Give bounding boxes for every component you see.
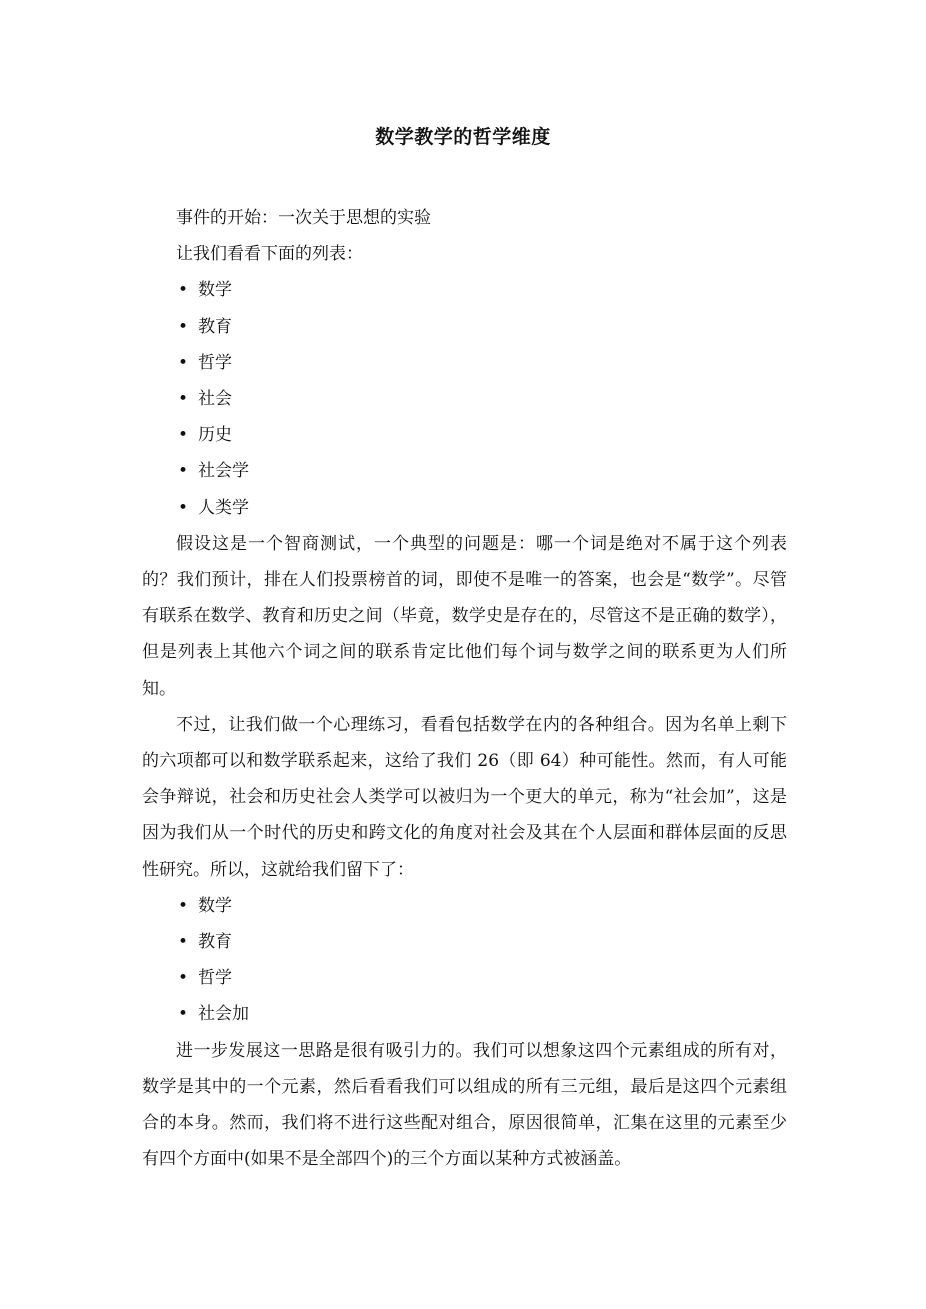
list-item: [142, 960, 787, 996]
subject-list: [142, 272, 787, 525]
paragraph-iq-test: 假设这是一个智商测试，一个典型的问题是：哪一个词是绝对不属于这个列表的？我们预计，排在人们投票榜首的词，即使不是唯一的答案，也会是“数学”。尽管有联系在数学、教育和历史之间（毕竟，数学史是存在的，尽管这不是正确的数学），但是列表上其他六个词之间的联系肯定比他们每个词与数学之间的联系更为人们所知。: [142, 533, 787, 699]
list-item-label: 数学: [198, 895, 232, 916]
paragraph-further-development: 进一步发展这一思路是很有吸引力的。我们可以想象这四个元素组成的所有对，数学是其中的一个元素，然后看看我们可以组成的所有三元组，最后是这四个元素组合的本身。然而，我们将不进行这些配对组合，原因很简单，汇集在这里的元素至少有四个方面中(如果不是全部四个)的三个方面以某种方式被涵盖。: [142, 1040, 787, 1170]
bullet-icon: •: [178, 425, 189, 446]
intro-line: 事件的开始：一次关于思想的实验: [176, 208, 431, 228]
list-item: [142, 453, 787, 489]
list-item: [142, 381, 787, 417]
bullet-icon: •: [178, 932, 189, 953]
bullet-icon: •: [178, 316, 189, 337]
list-item: [142, 309, 787, 345]
reduced-list: [142, 888, 787, 1033]
document-title: 数学教学的哲学维度: [375, 126, 551, 148]
bullet-icon: •: [178, 1004, 189, 1025]
list-item-label: 社会加: [198, 1004, 249, 1025]
bullet-icon: •: [178, 280, 189, 301]
bullet-icon: •: [178, 389, 189, 410]
list-item: [142, 888, 787, 924]
list-item-label: 教育: [198, 932, 232, 953]
bullet-icon: •: [178, 497, 189, 518]
list-intro: 让我们看看下面的列表：: [176, 244, 363, 265]
bullet-icon: •: [178, 968, 189, 989]
bullet-icon: •: [178, 461, 189, 482]
bullet-icon: •: [178, 895, 189, 916]
list-item-label: 哲学: [198, 352, 232, 373]
list-item: [142, 345, 787, 381]
list-item-label: 哲学: [198, 968, 232, 989]
paragraph-combinations: 不过，让我们做一个心理练习，看看包括数学在内的各种组合。因为名单上剩下的六项都可以和数学联系起来，这给了我们 26（即 64）种可能性。然而，有人可能会争辩说，社会和历史社会人类学可以被归为一个更大的单元，称为“社会加”，这是因为我们从一个时代的历史和跨文化的角度对社会及其在个人层面和群体层面的反思性研究。所以，这就给我们留下了：: [142, 714, 787, 880]
list-item: [142, 490, 787, 526]
list-item-label: 社会学: [198, 461, 249, 482]
list-item: [142, 417, 787, 453]
bullet-icon: •: [178, 352, 189, 373]
list-item-label: 社会: [198, 389, 232, 410]
list-item-label: 数学: [198, 280, 232, 301]
list-item-label: 教育: [198, 316, 232, 337]
list-item-label: 人类学: [198, 497, 249, 518]
list-item-label: 历史: [198, 425, 232, 446]
list-item: [142, 924, 787, 960]
list-item: [142, 996, 787, 1032]
document-body: [142, 200, 787, 1177]
list-item: [142, 272, 787, 308]
